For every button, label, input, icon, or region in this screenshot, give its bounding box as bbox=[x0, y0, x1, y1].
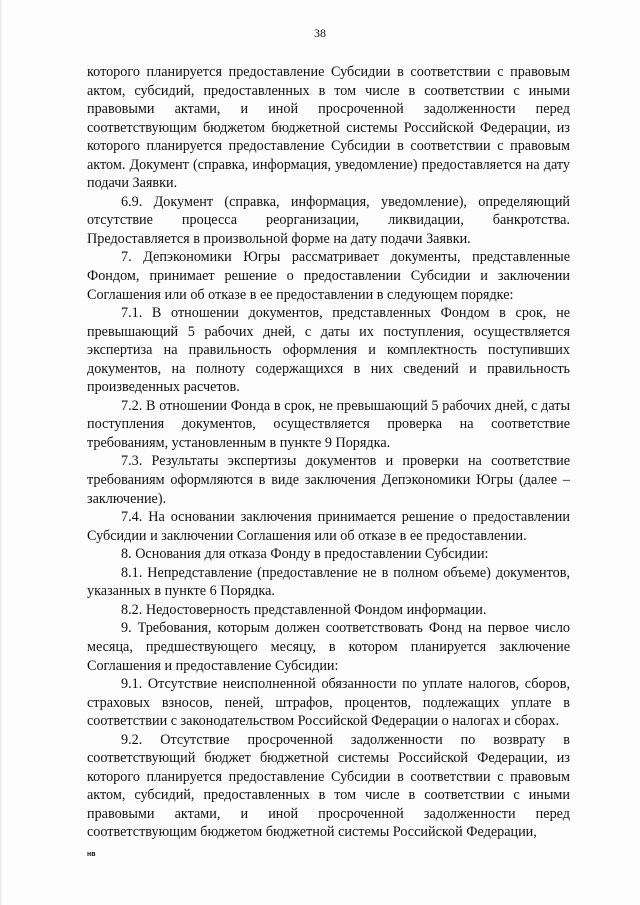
paragraph-7: 7. Депэкономики Югры рассматривает документы, представленные Фондом, принимает решение о предоставлении Субсидии и заключении Соглашения или об отказе в ее предоставлении в следующем порядке: bbox=[87, 249, 570, 303]
footer-initials: нв bbox=[87, 851, 96, 858]
paragraph-7-4: 7.4. На основании заключения принимается решение о предоставлении Субсидии и заключении Соглашения или об отказе в ее предоставлении. bbox=[87, 509, 570, 544]
paragraph-7-3: 7.3. Результаты экспертизы документов и проверки на соответствие требованиям оформляются в виде заключения Депэкономики Югры (далее – заключение). bbox=[87, 453, 570, 507]
paragraph-9-2: 9.2. Отсутствие просроченной задолженности по возврату в соответствующий бюджет бюджетной системы Российской Федерации, из которого планируется предоставление Субсидии в соответствии с правовым актом, субсидий, предоставленных в том числе в соответствии с иными правовыми актами, и иной просроченной задолженности перед соответствующим бюджетом бюджетной системы Российской Федерации, bbox=[87, 731, 570, 841]
paragraph-9-1: 9.1. Отсутствие неисполненной обязанности по уплате налогов, сборов, страховых взносов, пеней, штрафов, процентов, подлежащих уплате в соответствии с законодательством Российской Федерации о налогах и сборах. bbox=[87, 676, 570, 730]
paragraph-7-1: 7.1. В отношении документов, представленных Фондом в срок, не превышающий 5 рабочих дней, с даты их поступления, осуществляется экспертиза на правильность оформления и комплектность поступивших документов, на полноту содержащихся в них сведений и правильность произведенных расчетов. bbox=[87, 305, 570, 396]
paragraph-continuation: которого планируется предоставление Субсидии в соответствии с правовым актом, субсидий, предоставленных в том числе в соответствии с иными правовыми актами, и иной просроченной задолженности перед соответствующим бюджетом бюджетной системы Российской Федерации, из которого планируется предоставление Субсидии в соответствии с правовым актом. Документ (справка, информация, уведомление) предоставляется на дату подачи Заявки. bbox=[87, 64, 570, 192]
paragraph-8-2: 8.2. Недостоверность представленной Фондом информации. bbox=[121, 601, 487, 618]
paragraph-7-2: 7.2. В отношении Фонда в срок, не превышающий 5 рабочих дней, с даты поступления документов, осуществляется проверка на соответствие требованиям, установленным в пункте 9 Порядка. bbox=[87, 397, 570, 451]
paragraph-8: 8. Основания для отказа Фонду в предоставлении Субсидии: bbox=[121, 546, 489, 563]
paragraph-9: 9. Требования, которым должен соответствовать Фонд на первое число месяца, предшествующего месяцу, в котором планируется заключение Соглашения и предоставление Субсидии: bbox=[87, 620, 570, 674]
document-body bbox=[87, 63, 570, 842]
paragraph-8-1: 8.1. Непредставление (предоставление не в полном объеме) документов, указанных в пункте 6 Порядка. bbox=[87, 564, 570, 600]
page-number: 38 bbox=[314, 26, 326, 40]
paragraph-6-9: 6.9. Документ (справка, информация, уведомление), определяющий отсутствие процесса реорганизации, ликвидации, банкротства. Предоставляется в произвольной форме на дату подачи Заявки. bbox=[87, 193, 570, 247]
scan-edge-shadow bbox=[0, 0, 3, 905]
